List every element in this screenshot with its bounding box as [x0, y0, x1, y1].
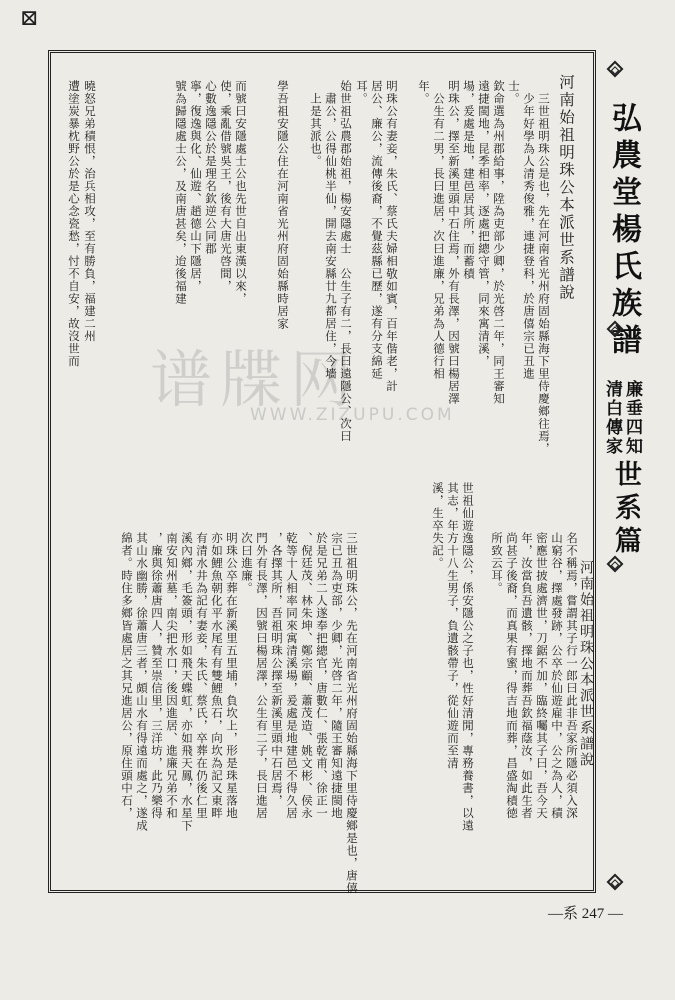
text-column: 曉怒兄弟積恨，治兵相攻，至有勝負，福建二州: [83, 80, 97, 343]
text-column: 心數逸隱公於是理名欽逆公同郡: [204, 80, 218, 255]
text-column: 明珠公卒葬在新溪里五里埔，負坎上，形是珠星落地: [225, 532, 239, 820]
section-title: 世系篇: [610, 460, 641, 559]
text-column: 綿者。時住多鄉皆處居之其兄進居公，原住頭中石，: [120, 532, 134, 820]
text-column: 明珠公有妻妾，朱氏、蔡氏夫婦相敬如賓，百年偕老，計: [385, 80, 399, 393]
text-column: 名不稱焉，嘗謂其子行一郎曰此非吾家所隱必須入深: [565, 532, 579, 820]
text-column: 學吾祖安隱公住在河南省光州府固始縣時居家: [276, 80, 290, 330]
text-column: 年。: [417, 80, 431, 105]
text-column: 號為歸隱處士公，及南唐甚矣，迨後福建: [174, 80, 188, 305]
text-column: ，廉與徐蕭唐四人，贊至崇信里，三洋坊，此乃樂得: [150, 532, 164, 820]
text-column: 、倪廷茂、林朱坤、鄭宗顧、蕭茂造、姚文彬、侯永: [300, 532, 314, 820]
text-column: 溪，生卒失記。: [431, 482, 445, 570]
text-column: 溪內鄉，毛簽頭，形如飛天蝶虹，亦如飛天鳳，水星下: [180, 532, 194, 832]
text-column: 遭塗炭暴枕野公於是心念瓷愁，忖不自安，故沒世而: [67, 80, 81, 368]
watermark: 谱牒网: [150, 343, 361, 416]
text-column: 亦如鯉魚朝化平水尾有有雙鯉魚石，向坎為記又東畔: [210, 532, 224, 820]
text-column: 士。: [507, 80, 521, 105]
text-column: 寧，復逸與化、仙遊、趙德山下隱居，: [189, 80, 203, 293]
ornament-diamond-icon: [607, 61, 624, 78]
text-column: 明珠公，擇至新溪里頭中石住焉，外有長澤，因號曰楊居澤: [447, 80, 461, 405]
text-column: 場，爰處是地，建邑居其所，而蓄積: [462, 80, 476, 280]
text-column: 宗已丑為吏部，少卿，光啓二年，隨王審知遠捷閩地: [330, 532, 344, 820]
text-column: 所致云耳。: [490, 532, 504, 595]
text-column: 乾等十人相率同來寓清溪場，爰處是地建邑不得久居: [285, 532, 299, 820]
text-column: 上是其派也。: [309, 80, 323, 168]
text-column: 其志，年方十八生男子，負遺骸帶子，從仙遊而至清: [446, 482, 460, 770]
text-column: 年，汝當負吾遺骸，擇地而葬吾欽福蔭汝，如此生者: [520, 532, 534, 820]
text-column: 三世祖明珠公，先在河南省光州府固始縣海下里侍慶鄉是也，唐僖: [345, 532, 359, 895]
ornament-diamond-icon: [607, 874, 624, 891]
text-column: 三世祖明珠公是也，先在河南省光州府固始縣海下里侍慶鄉往焉，: [537, 80, 551, 455]
text-column: 而號曰安隱處士公也先世自出東漢以來，: [234, 80, 248, 305]
text-column: 門外有長澤，因號曰楊居澤，公生有二子，長曰進居: [255, 532, 269, 820]
text-column: 始世祖弘農郡始祖，楊安隱處士 公生子有二，長曰遠隱公、次曰: [339, 80, 353, 443]
text-column: 密應世披處濟世，刀鋸不加，臨終囑其子曰，吾今天: [535, 532, 549, 820]
text-column: 南安知州墓，南尖把水口，後因進居、進廉兄弟不和: [165, 532, 179, 820]
heading-column: 河南始祖明珠公本派世系譜說: [578, 560, 594, 768]
heading-column: 河南始祖明珠公本派世系譜說: [557, 74, 575, 302]
text-column: 其山水幽勝，徐蕭唐三者，頗山水有得遠而處之，遂成: [135, 532, 149, 832]
text-column: 耳。: [355, 80, 369, 105]
text-column: 欽命選為州郡給事，陞為吏部少卿，於光啓二年，同王審知: [492, 80, 506, 405]
watermark-url: WWW.ZIZUPU.COM: [250, 405, 455, 425]
text-column: 於是兄弟二人遂奉把總官，唐數仁、張乾甫、徐正一: [315, 532, 329, 820]
text-column: 少年好學為人清秀俊雅，連捷登科，於唐僖宗已丑進: [522, 80, 536, 380]
motto-right: 清白傳家: [602, 380, 622, 456]
text-column: 山窮谷，擇處發跡，公卒於仙遊雇中，公之為人，積: [550, 532, 564, 820]
text-column: 使，乘亂借號吳王，後有大唐光啓間，: [219, 80, 233, 293]
motto-left: 廉垂四知: [622, 380, 642, 456]
text-column: 肅公，公得仙桃半仙，開去南安縣廿九都居住，今墻: [324, 80, 338, 380]
genealogy-title: 弘農堂楊氏族譜: [606, 102, 641, 361]
text-column: 遠捷閩地，昆季相率，逐處把總守管，同來寓清溪，: [477, 80, 491, 368]
page-number: —系 247 —: [547, 906, 623, 922]
text-column: 有清水井為記有妻妾，朱氏、蔡氏，卒葬在仍後仁里: [195, 532, 209, 820]
text-column: 次曰進廉。: [240, 532, 254, 595]
text-column: 居公、廉公，流傳後裔，不覺茲縣已歷，遂有分支綿延: [370, 80, 384, 380]
corner-mark: ⊠: [20, 6, 39, 31]
text-column: ，各擇其所，吾祖明珠公擇至新溪里頭中石居焉，: [270, 532, 284, 807]
text-column: 尚甚子後裔，而真果有蜜，得吉地而葬，昌盛淘積徳: [505, 532, 519, 820]
text-column: 世祖仙遊逸隱公，係安隱公之子也，性好清閒，專務養書，以遠: [461, 482, 475, 832]
text-column: 公生有二男，長曰進居，次曰進廉，兄弟為人德行相: [432, 80, 446, 380]
